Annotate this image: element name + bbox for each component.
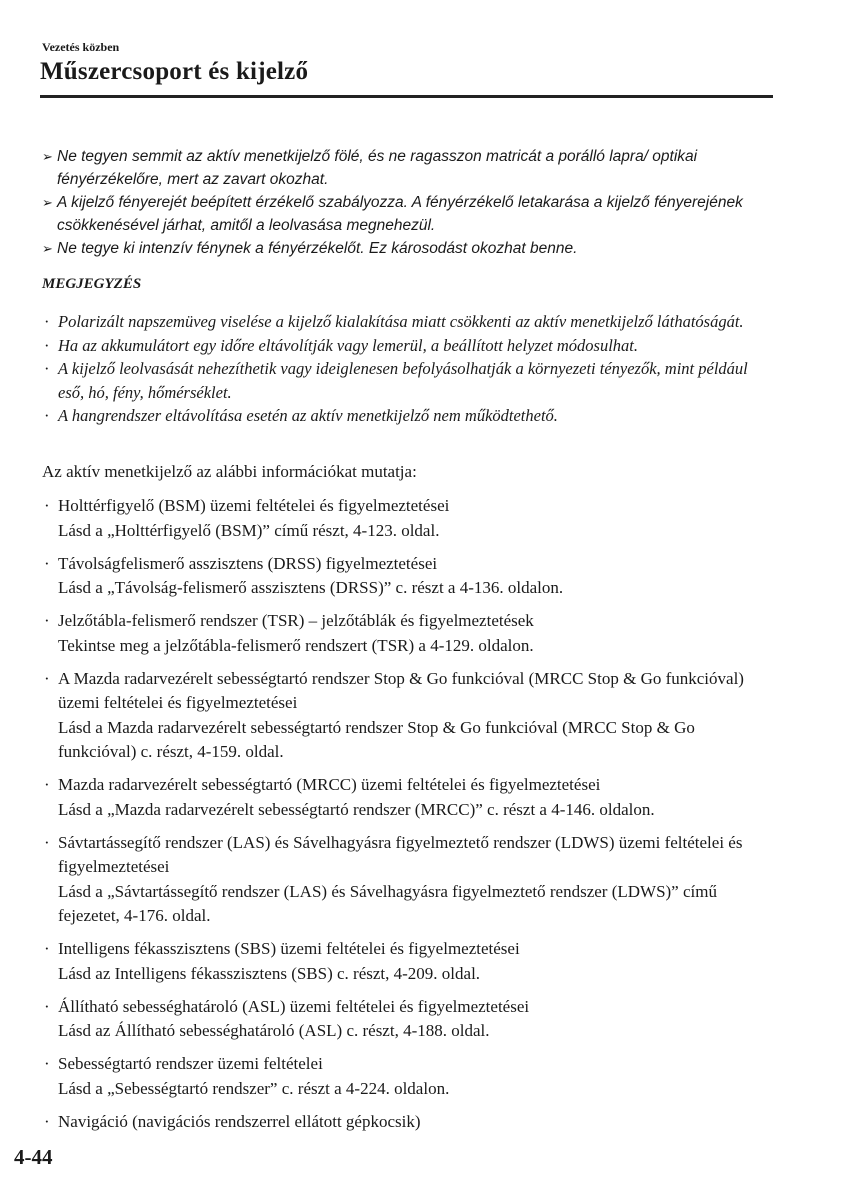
bullet-dot-icon: · <box>44 553 50 573</box>
arrow-bullet-icon: ➢ <box>42 195 53 210</box>
feature-title: Mazda radarvezérelt sebességtartó (MRCC) üzemi feltételei és figyelmeztetései <box>58 775 601 794</box>
arrow-bullet-icon: ➢ <box>42 149 53 164</box>
note-item <box>42 357 772 404</box>
feature-item <box>42 937 772 986</box>
feature-item <box>42 1052 772 1101</box>
arrow-bullet-icon: ➢ <box>42 241 53 256</box>
warning-list <box>42 145 772 260</box>
feature-title: A Mazda radarvezérelt sebességtartó rendszer Stop & Go funkcióval (MRCC Stop & Go funkcióval) üzemi feltételei és figyelmeztetései <box>58 668 744 712</box>
feature-title: Állítható sebességhatároló (ASL) üzemi feltételei és figyelmeztetései <box>58 996 530 1016</box>
bullet-dot-icon: · <box>44 611 50 630</box>
note-item <box>42 404 772 428</box>
note-text: Ha az akkumulátort egy időre eltávolítják vagy lemerül, a beállított helyzet módosulhat. <box>58 335 638 355</box>
title-divider <box>40 95 773 98</box>
feature-reference: Tekintse meg a jelzőtábla-felismerő rendszert (TSR) a 4-129. oldalon. <box>58 635 534 655</box>
bullet-dot-icon: · <box>44 335 50 355</box>
warning-item <box>42 145 772 191</box>
feature-item <box>42 609 772 658</box>
feature-title: Intelligens fékasszisztens (SBS) üzemi feltételei és figyelmeztetései <box>58 939 520 958</box>
feature-title: Jelzőtábla-felismerő rendszer (TSR) – jelzőtáblák és figyelmeztetések <box>58 611 534 630</box>
note-text: Polarizált napszemüveg viselése a kijelző kialakítása miatt csökkenti az aktív menetkijelző láthatóságát. <box>58 312 744 331</box>
bullet-dot-icon: · <box>44 668 50 688</box>
note-text: A hangrendszer eltávolítása esetén az aktív menetkijelző nem működtethető. <box>58 406 558 425</box>
feature-item <box>42 831 772 929</box>
feature-item <box>42 494 772 543</box>
bullet-dot-icon: · <box>44 1111 50 1131</box>
feature-reference: Lásd a „Sávtartássegítő rendszer (LAS) és Sávelhagyásra figyelmeztető rendszer (LDWS)” című fejezetet, 4-176. oldal. <box>58 881 717 925</box>
feature-item <box>42 552 772 601</box>
feature-title: Sebességtartó rendszer üzemi feltételei <box>58 1054 323 1073</box>
bullet-dot-icon: · <box>44 775 50 794</box>
note-list <box>42 310 772 428</box>
warning-item <box>42 191 772 237</box>
feature-item <box>42 773 772 822</box>
page-title: Műszercsoport és kijelző <box>40 58 309 85</box>
feature-item <box>42 995 772 1044</box>
bullet-dot-icon: · <box>44 406 50 425</box>
bullet-dot-icon: · <box>44 496 50 515</box>
note-heading: MEGJEGYZÉS <box>42 276 142 292</box>
warning-text: Ne tegye ki intenzív fénynek a fényérzékelőt. Ez károsodást okozhat benne. <box>57 240 578 257</box>
bullet-dot-icon: · <box>44 359 50 378</box>
warning-text: A kijelző fényerejét beépített érzékelő szabályozza. A fényérzékelő letakarása a kijelző fényerejének csökkenésével járhat, amitől a leolvasása megnehezül. <box>57 194 743 234</box>
feature-title: Sávtartássegítő rendszer (LAS) és Sávelhagyásra figyelmeztető rendszer (LDWS) üzemi feltételei és figyelmeztetései <box>58 832 743 876</box>
note-item <box>42 334 772 358</box>
feature-reference: Lásd a „Sebességtartó rendszer” c. részt a 4-224. oldalon. <box>58 1078 450 1098</box>
feature-reference: Lásd az Intelligens fékasszisztens (SBS) c. részt, 4-209. oldal. <box>58 963 481 983</box>
bullet-dot-icon: · <box>44 939 50 958</box>
note-text: A kijelző leolvasását nehezíthetik vagy ideiglenesen befolyásolhatják a környezeti tényezők, mint például eső, hó, fény, hőmérséklet. <box>58 359 748 402</box>
feature-reference: Lásd az Állítható sebességhatároló (ASL) c. részt, 4-188. oldal. <box>58 1021 490 1040</box>
intro-text: Az aktív menetkijelző az alábbi információkat mutatja: <box>42 462 417 481</box>
feature-reference: Lásd a „Távolság-felismerő asszisztens (DRSS)” c. részt a 4-136. oldalon. <box>58 578 564 597</box>
bullet-dot-icon: · <box>44 1054 50 1073</box>
feature-title: Navigáció (navigációs rendszerrel ellátott gépkocsik) <box>58 1111 421 1131</box>
bullet-dot-icon: · <box>44 312 50 331</box>
feature-item <box>42 667 772 765</box>
feature-reference: Lásd a Mazda radarvezérelt sebességtartó rendszer Stop & Go funkcióval (MRCC Stop & Go funkcióval) c. részt, 4-159. oldal. <box>58 717 695 761</box>
page-number: 4-44 <box>14 1145 53 1169</box>
feature-reference: Lásd a „Mazda radarvezérelt sebességtartó rendszer (MRCC)” c. részt a 4-146. oldalon. <box>58 799 655 819</box>
warning-item <box>42 237 772 260</box>
feature-list <box>42 494 772 1143</box>
feature-title: Holttérfigyelő (BSM) üzemi feltételei és figyelmeztetései <box>58 496 450 515</box>
note-item <box>42 310 772 334</box>
bullet-dot-icon: · <box>44 832 50 852</box>
warning-text: Ne tegyen semmit az aktív menetkijelző fölé, és ne ragasszon matricát a porálló lapra/ optikai fényérzékelőre, mert az zavart okozhat. <box>57 148 698 188</box>
section-label: Vezetés közben <box>42 40 120 54</box>
feature-reference: Lásd a „Holttérfigyelő (BSM)” című részt, 4-123. oldal. <box>58 520 440 540</box>
bullet-dot-icon: · <box>44 996 50 1016</box>
feature-item <box>42 1110 772 1135</box>
feature-title: Távolságfelismerő asszisztens (DRSS) figyelmeztetései <box>58 553 438 573</box>
